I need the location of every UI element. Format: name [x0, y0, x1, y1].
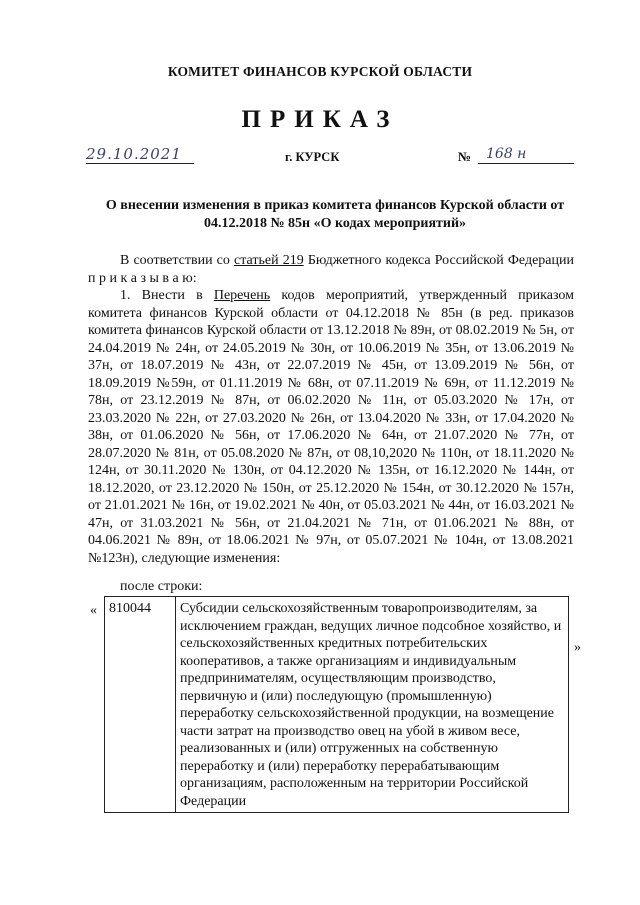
handwritten-number: 168 н	[486, 146, 527, 162]
item-1-text-2: кодов мероприятий, утвержденный приказом комитета финансов Курской области от 04.12.2018 № 85н (в ред. приказов комитета финансов Курской области от 13.12.2018 № 89н, от 08.02.2019 № 5н, от 24.04.2019 № 24н, от 24.05.2019 № 30н, от 10.06.2019 № 35н, от 13.06.2019 № 37н, от 18.07.2019 № 43н, от 22.07.2019 № 45н, от 13.09.2019 № 56н, от 18.09.2019 №59н, от 01.11.2019 № 68н, от 07.11.2019 № 69н, от 11.12.2019 № 78н, от 23.12.2019 № 87н, от 06.02.2020 № 11н, от 05.03.2020 № 17н, от 23.03.2020 № 22н, от 27.03.2020 № 26н, от 13.04.2020 № 33н, от 17.04.2020 № 38н, от 01.06.2020 № 56н, от 17.06.2020 № 64н, от 21.07.2020 № 77н, от 28.07.2020 № 81н, от 05.08.2020 № 87н, от 08,10,2020 № 110н, от 18.11.2020 № 124н, от 30.11.2020 № 130н, от 04.12.2020 № 135н, от 16.12.2020 № 144н, от 18.12.2020, от 23.12.2020 № 150н, от 25.12.2020 № 154н, от 30.12.2020 № 157н, от 21.01.2021 № 16н, от 19.02.2021 № 40н, от 05.03.2021 № 44н, от 16.03.2021 № 47н, от 31.03.2021 № 56н, от 21.04.2021 № 71н, от 01.06.2021 № 88н, от 04.06.2021 № 89н, от 18.06.2021 № 97н, от 05.07.2021 № 104н, от 13.08.2021 №123н), следующие изменения:	[88, 288, 574, 566]
opening-quote: «	[90, 603, 97, 618]
code-cell: 810044	[105, 597, 176, 813]
city-label: г. КУРСК	[285, 150, 340, 164]
codes-table	[104, 596, 569, 813]
preamble-paragraph	[88, 252, 574, 287]
perechen-link[interactable]: Перечень	[213, 288, 271, 303]
document-type-title: ПРИКАЗ	[241, 106, 399, 133]
article-219-link[interactable]: статьей 219	[234, 253, 304, 268]
committee-name: КОМИТЕТ ФИНАНСОВ КУРСКОЙ ОБЛАСТИ	[167, 64, 473, 79]
date-field	[86, 145, 194, 164]
item-1-text-1: 1. Внести в	[120, 288, 214, 303]
preamble-text-2: Бюджетного кодекса Российской Федерации п р и к а з ы в а ю:	[88, 253, 574, 286]
preamble-text-1: В соответствии со	[120, 253, 235, 268]
item-1-paragraph	[88, 287, 574, 567]
number-field	[478, 145, 574, 164]
handwritten-date: 29.10.2021	[86, 145, 182, 163]
closing-quote: »	[574, 640, 581, 655]
document-subject: О внесении изменения в приказ комитета финансов Курской области от 04.12.2018 № 85н «О кодах мероприятий»	[105, 198, 565, 231]
table-row	[105, 597, 569, 813]
document-body	[88, 252, 574, 567]
description-cell: Субсидии сельскохозяйственным товаропроизводителям, за исключением граждан, ведущих личное подсобное хозяйство, и сельскохозяйственных кредитных потребительских кооперативов, а также организациям и индивидуальным предпринимателям, осуществляющим производство, первичную и (или) последующую (промышленную) переработку сельскохозяйственной продукции, на возмещение части затрат на производство овец на убой в живом весе, реализованных и (или) отгруженных на собственную переработку и (или) переработку перерабатывающим организациям, расположенным на территории Российской Федерации	[176, 597, 569, 813]
after-line-label: после строки:	[120, 579, 203, 594]
number-sign: №	[458, 149, 472, 164]
